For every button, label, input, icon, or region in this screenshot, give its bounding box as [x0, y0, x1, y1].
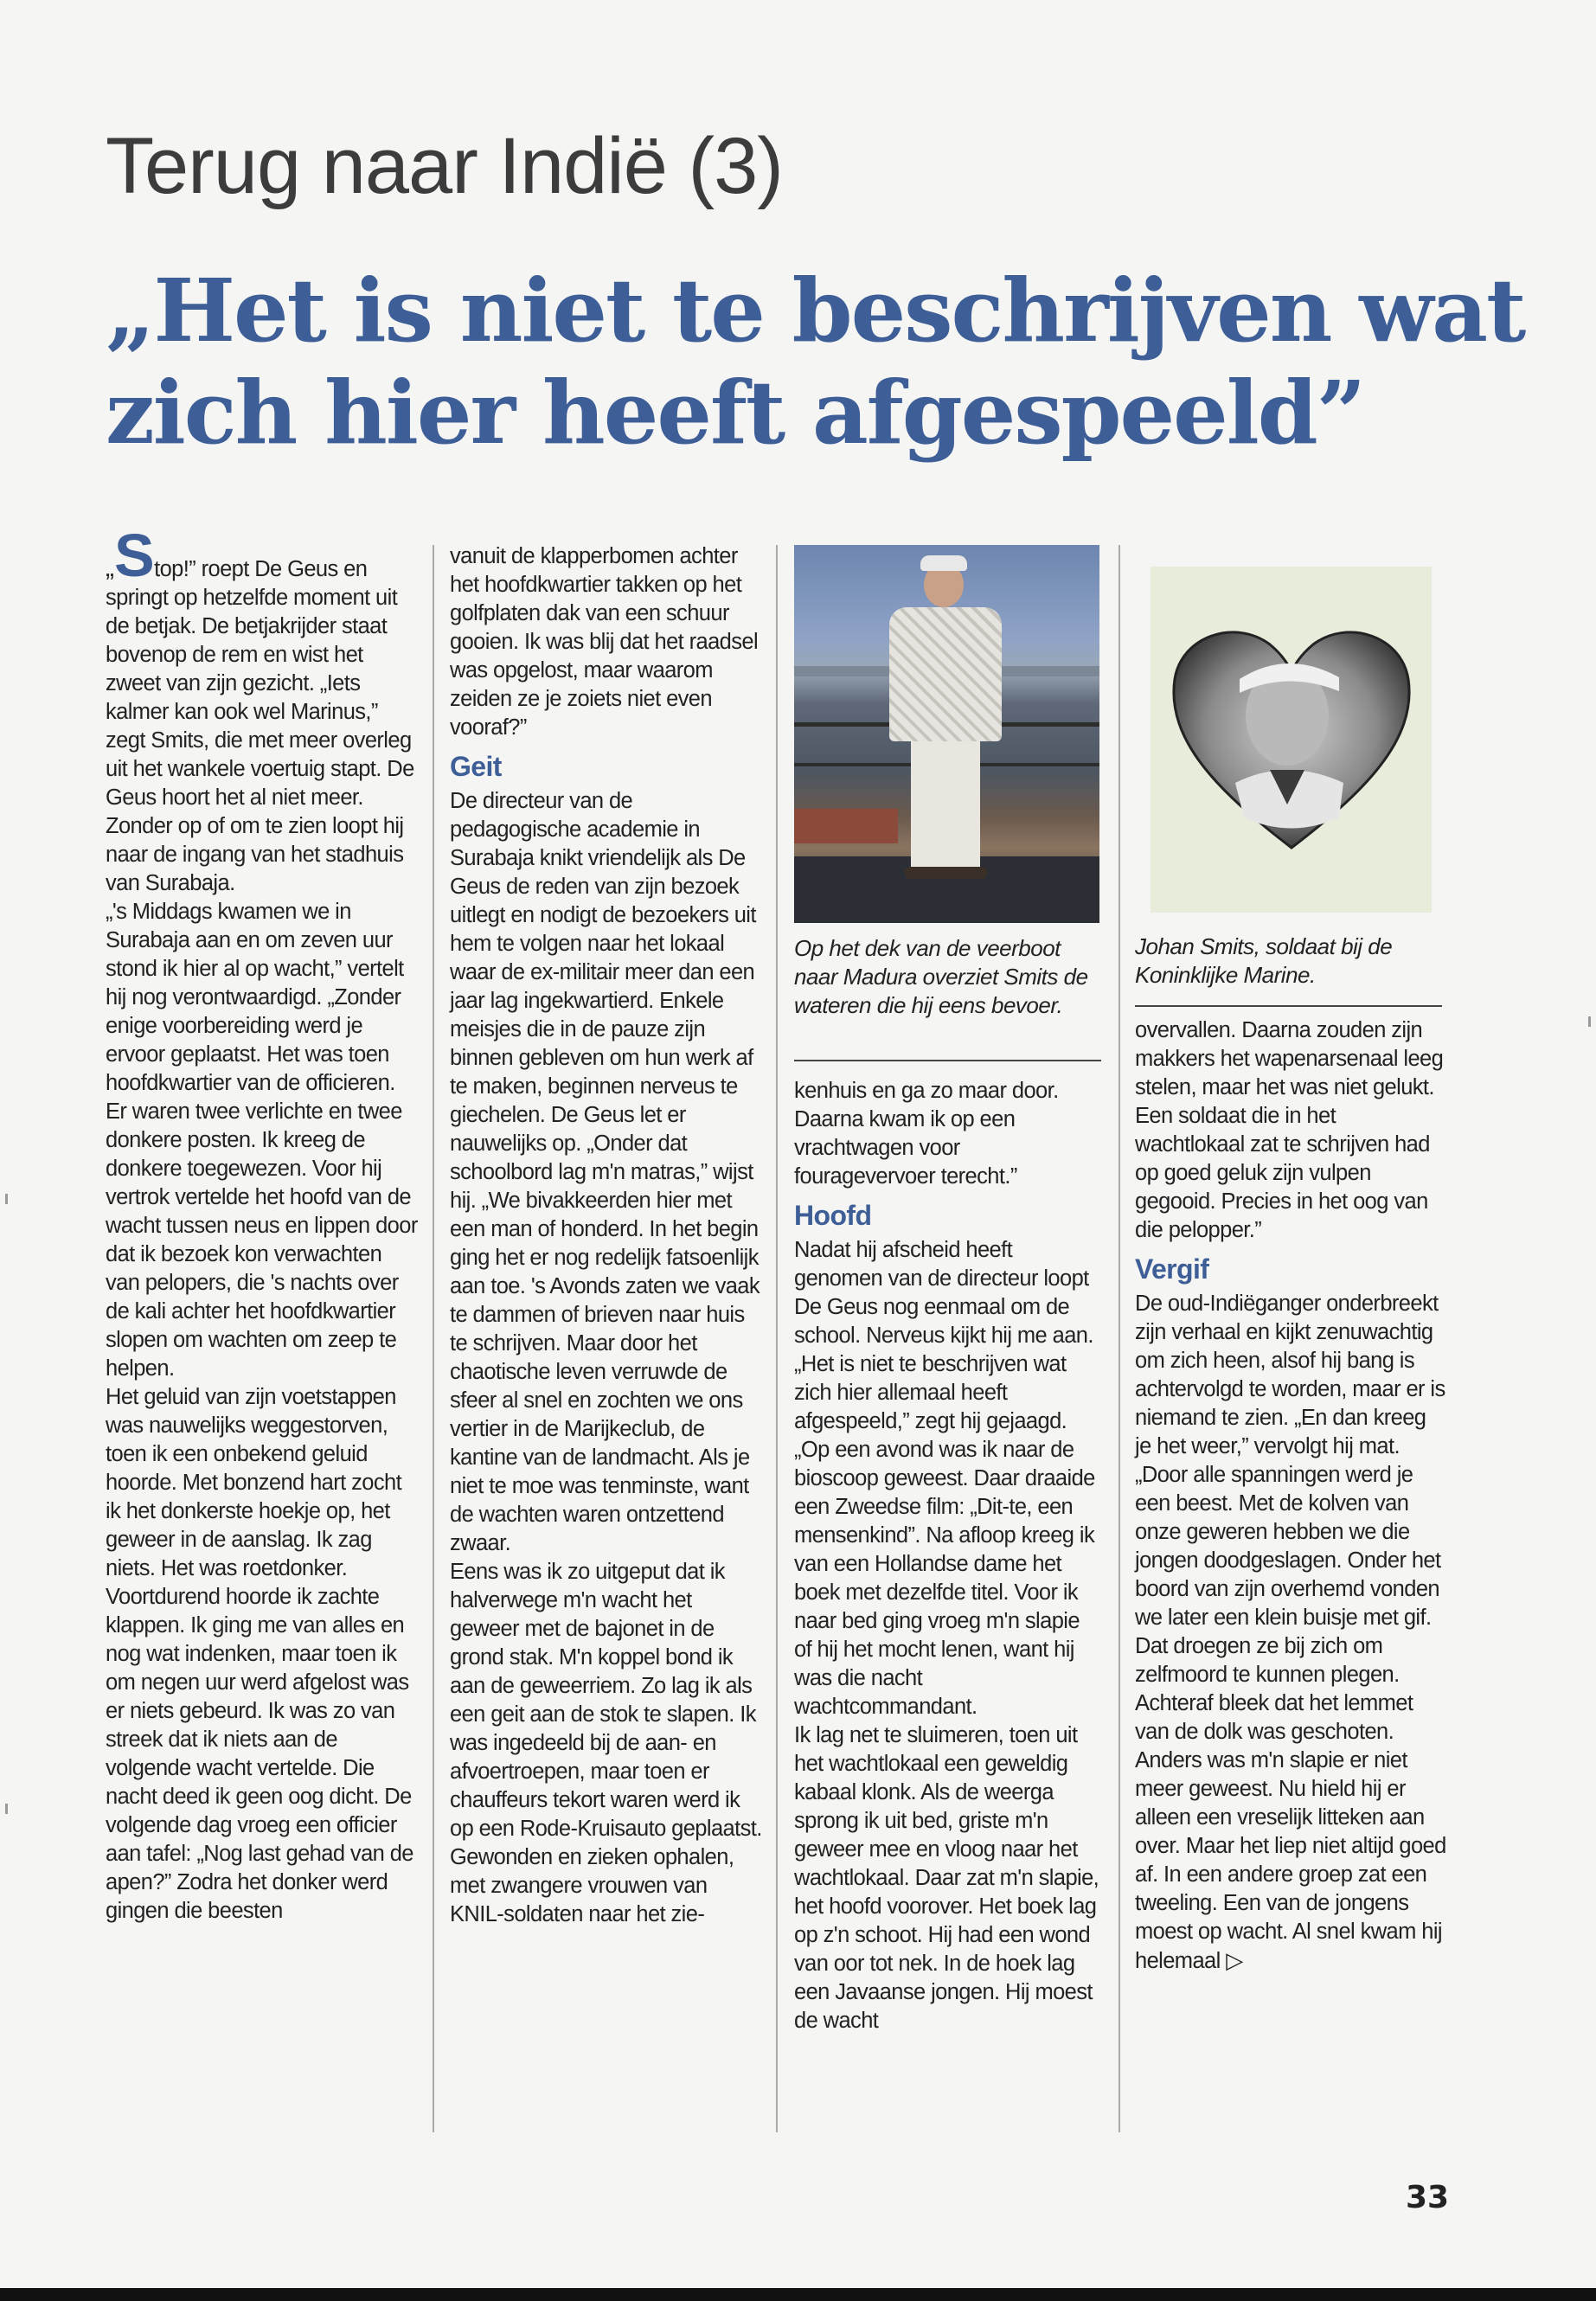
scan-edge-mark: [5, 1804, 8, 1814]
continue-arrow-icon: ▷: [1226, 1947, 1243, 1973]
headline-line-1: „Het is niet te beschrijven wat: [106, 260, 1525, 362]
subhead-vergif: Vergif: [1135, 1253, 1209, 1285]
series-kicker: Terug naar Indië (3): [106, 122, 783, 210]
subhead-geit: Geit: [450, 751, 502, 782]
opening-paragraph: [106, 522, 419, 898]
body-paragraph: [1135, 1689, 1446, 1976]
headline-line-2: zich hier heeft afgespeeld”: [106, 362, 1365, 464]
dropcap-quote: „: [106, 554, 114, 582]
body-paragraph: De directeur van de pedagogische academie in Surabaja knikt vriendelijk als De Geus de reden van zijn bezoek uitlegt en nodigt de bezoekers uit hem te volgen naar het lokaal waar de ex-militair meer dan een jaar lag ingekwartierd. Enkele meisjes die in de pauze zijn binnen gebleven om hun werk af te maken, beginnen nerveus te giechelen. De Geus let er nauwelijks op. „Onder dat schoolbord lag m'n matras,” wijst hij. „We bivakkeerden hier met een man of honderd. In het begin ging het er nog redelijk fatsoenlijk aan toe. 's Avonds zaten we vaak te dammen of brieven naar huis te schrijven. Maar door het chaotische leven verruwde de sfeer al snel en zochten we ons vertier in de Marijkeclub, de kantine van de landmacht. Als je niet te moe was tenminste, want de wachten waren ontzettend zwaar.: [450, 789, 760, 1555]
body-paragraph: Het geluid van zijn voetstappen was nauwelijks weggestorven, toen ik een onbekend geluid hoorde. Met bonzend hart zocht ik het donkerste hoekje op, het geweer in de aanslag. Ik zag niets. Het was roetdonker. Voortdurend hoorde ik zachte klappen. Ik ging me van alles en nog wat indenken, maar toen ik om negen uur werd afgelost was er niets gebeurd. Ik was zo van streek dat ik niets aan de volgende wacht vertelde. Die nacht deed ik geen oog dicht. De volgende dag vroeg een officier aan tafel: „Nog last gehad van de apen?” Zodra het donker werd gingen die beesten: [106, 1385, 413, 1923]
body-paragraph: kenhuis en ga zo maar door. Daarna kwam ik op een vrachtwagen voor fouragevervoer terecht.”: [794, 1079, 1059, 1189]
heart-portrait-frame: [1166, 619, 1417, 852]
column-divider: [776, 545, 778, 2132]
closing-text: Achteraf bleek dat het lemmet van de dolk was geschoten. Anders was m'n slapie er niet meer geweest. Nu hield hij er alleen een vreselijk litteken aan over. Maar het liep niet altijd goed af. In een andere groep zat een tweeling. Een van de jongens moest op wacht. Al snel kwam hij helemaal: [1135, 1691, 1446, 1973]
subhead-hoofd: Hoofd: [794, 1200, 872, 1231]
opening-text: top!” roept De Geus en springt op hetzelfde moment uit de betjak. De betjakrijder staat bovenop de rem en wist het zweet van zijn gezicht. „Iets kalmer kan ook wel Marinus,” zegt Smits, die met meer overleg uit het wankele voertuig stapt. De Geus hoort het al niet meer. Zonder op of om te zien loopt hij naar de ingang van het stadhuis van Surabaja.: [106, 557, 414, 895]
body-paragraph: Nadat hij afscheid heeft genomen van de directeur loopt De Geus nog eenmaal om de school. Nerveus kijkt hij me aan. „Het is niet te beschrijven wat zich hier allemaal heeft afgespeeld,” zegt hij gejaagd. „Op een avond was ik naar de bioscoop geweest. Daar draaide een Zweedse film: „Dit-te, een mensenkind”. Na afloop kreeg ik van een Hollandse dame het boek met dezelfde titel. Voor ik naar bed ging vroeg m'n slapie of hij het mocht lenen, want hij was die nacht wachtcommandant.: [794, 1238, 1095, 1719]
column-divider: [433, 545, 434, 2132]
body-paragraph: De oud-Indiëganger onderbreekt zijn verhaal en kijkt zenuwachtig om zich heen, alsof hij bang is achtervolgd te worden, maar er is niemand te zien. „En dan kreeg je het weer,” vervolgt hij mat. „Door alle spanningen werd je een beest. Met de kolven van onze geweren hebben we die jongen doodgeslagen. Onder het boord van zijn overhemd vonden we later een klein buisje met gif. Dat droegen ze bij zich om zelfmoord te kunnen plegen.: [1135, 1292, 1445, 1687]
photo-caption-ferry: Op het dek van de veerboot naar Madura overziet Smits de wateren die hij eens bevoer.: [794, 935, 1088, 1018]
body-paragraph: overvallen. Daarna zouden zijn makkers het wapenarsenaal leeg stelen, maar het was niet gelukt. Een soldaat die in het wachtlokaal zat te schrijven had op goed geluk zijn vulpen gegooid. Precies in het oog van die pelopper.”: [1135, 1018, 1444, 1242]
page-number: 33: [1406, 2180, 1450, 2215]
body-paragraph: Ik lag net te sluimeren, toen uit het wachtlokaal een geweldig kabaal klonk. Als de weerga sprong ik uit bed, griste m'n geweer mee en vloog naar het wachtlokaal. Daar zat m'n slapie, het hoofd voorover. Het boek lag op z'n schoot. Hij had een wond van oor tot nek. In de hoek lag een Javaanse jongen. Hij moest de wacht: [794, 1723, 1099, 2033]
column-divider: [1118, 545, 1120, 2132]
article-column-3: [794, 1077, 1101, 2035]
photo-ferry-deck: [794, 545, 1099, 923]
body-paragraph: Eens was ik zo uitgeput dat ik halverwege m'n wacht het geweer met de bajonet in de grond stak. M'n koppel bond ik aan de geweerriem. Zo lag ik als een geit aan de stok te slapen. Ik was ingedeeld bij de aan- en afvoertroepen, maar toen er chauffeurs tekort waren werd ik op een Rode-Kruisauto geplaatst. Gewonden en zieken ophalen, met zwangere vrouwen van KNIL-soldaten naar het zie-: [450, 1560, 762, 1926]
article-column-4: [1135, 1016, 1446, 1976]
article-column-2: [450, 542, 766, 1929]
body-paragraph: vanuit de klapperbomen achter het hoofdkwartier takken op het golfplaten dak van een schuur gooien. Ik was blij dat het raadsel was opgelost, maar waarom zeiden ze je zoiets niet even vooraf?”: [450, 544, 759, 740]
scan-edge-mark: [5, 1194, 8, 1204]
caption-rule: [794, 1060, 1101, 1061]
article-headline: [106, 260, 1525, 464]
dropcap-letter: S: [114, 522, 155, 589]
photo-caption-portrait: Johan Smits, soldaat bij de Koninklijke Marine.: [1135, 933, 1393, 988]
scan-edge-mark: [1588, 1016, 1591, 1027]
body-paragraph: „'s Middags kwamen we in Surabaja aan en om zeven uur stond ik hier al op wacht,” vertelt hij nog verontwaardigd. „Zonder enige voorbereiding werd je ervoor geplaatst. Het was toen hoofdkwartier van de officieren. Er waren twee verlichte en twee donkere posten. Ik kreeg de donkere toegewezen. Voor hij vertrok vertelde het hoofd van de wacht tussen neus en lippen door dat ik bezoek kon verwachten van pelopers, die 's nachts over de kali achter het hoofdkwartier slopen om wachten om zeep te helpen.: [106, 900, 418, 1381]
article-column-1: [106, 522, 419, 1926]
scan-bottom-border: [0, 2288, 1596, 2301]
photo-heart-portrait: [1151, 567, 1432, 913]
caption-rule: [1135, 1005, 1442, 1007]
